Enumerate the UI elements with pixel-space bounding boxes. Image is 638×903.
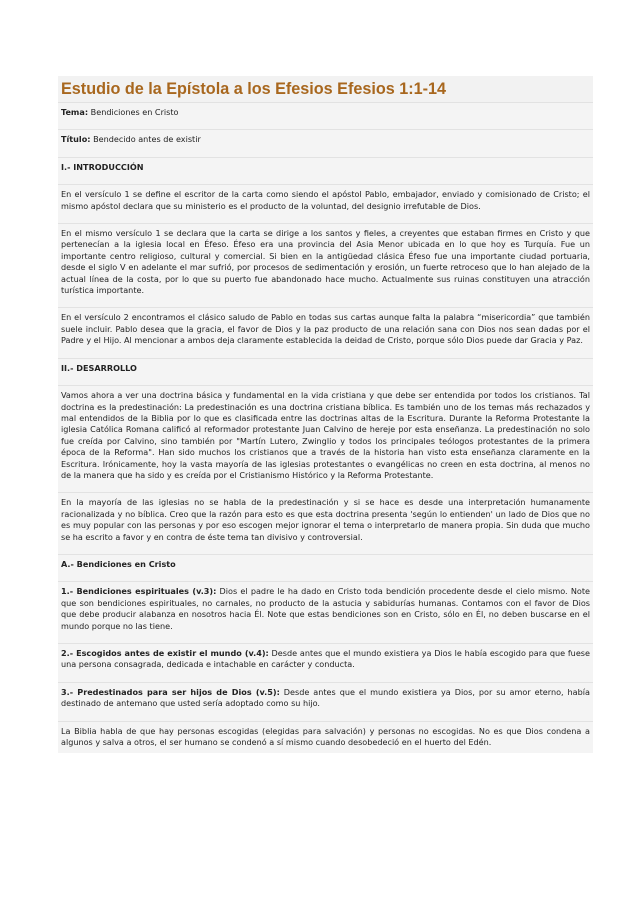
paragraph-intro-3: En el versículo 2 encontramos el clásico saludo de Pablo en todas sus cartas aunque falta la palabra “misericordia” que también suele incluir. Pablo desea que la gracia, el favor de Dios y la paz producto de una relación sana con Dios nos sean dadas por el Padre y el Hijo. Al mencionar a ambos deja claramente establecida la deidad de Cristo, porque sólo Dios puede dar Gracia y Paz. — [58, 307, 593, 351]
paragraph-blessing-1: 1.- Bendiciones espirituales (v.3): Dios el padre le ha dado en Cristo toda bendición procedente desde el cielo mismo. Note que son bendiciones espirituales, no carnales, no producto de la astucia y sabidurías humanas. Contamos con el favor de Dios que debe producir alabanza en nosotros hacia Él. Note que estas bendiciones son en Cristo, sólo en Él, no deben buscarse en el mundo porque no las tiene. — [58, 581, 593, 637]
section-heading-bendiciones: A.- Bendiciones en Cristo — [58, 554, 593, 575]
paragraph-blessing-3: 3.- Predestinados para ser hijos de Dios (v.5): Desde antes que el mundo existiera ya Dios, por su amor eterno, había destinado de antemano que usted sería adoptado como su hijo. — [58, 682, 593, 715]
topic-line — [58, 102, 593, 123]
subtitle-line — [58, 129, 593, 150]
paragraph-final: La Biblia habla de que hay personas escogidas (elegidas para salvación) y personas no escogidas. No es que Dios condena a algunos y salva a otros, el ser humano se condenó a sí mismo cuando desobedeció en el huerto del Edén. — [58, 721, 593, 754]
paragraph-blessing-2: 2.- Escogidos antes de existir el mundo (v.4): Desde antes que el mundo existiera ya Dios le había escogido para que fuese una persona consagrada, dedicada e intachable en carácter y conducta. — [58, 643, 593, 676]
subtitle-value: Bendecido antes de existir — [93, 134, 201, 145]
topic-label: Tema: — [61, 107, 89, 117]
paragraph-desarrollo-1: Vamos ahora a ver una doctrina básica y fundamental en la vida cristiana y que debe ser entendida por todos los cristianos. Tal doctrina es la predestinación: La predestinación es una doctrina cristiana bíblica. Es también uno de los temas más rechazados y mal entendidos de la Biblia por lo que es clasificada entre las doctrinas altas de la Escritura. Durante la Reforma Protestante la iglesia Católica Romana calificó al reformador protestante Juan Calvino de hereje por esta enseñanza. La predestinación no solo fue creída por Calvino, sino también por "Martín Lutero, Zwinglio y todos los principales teólogos protestantes de la primera época de la Reforma". Han sido muchos los cristianos que a través de la historia han visto esta enseñanza claramente en la Escritura. Irónicamente, hoy la vasta mayoría de las iglesias protestantes o evangélicas no creen en esta doctrina, al menos no de la manera que ha sido y es creída por el Cristianismo Histórico y la Reforma Protestante. — [58, 385, 593, 486]
topic-value: Bendiciones en Cristo — [90, 107, 179, 117]
blessing-1-label: 1.- Bendiciones espirituales (v.3): — [61, 586, 217, 597]
document-body — [58, 76, 593, 753]
section-heading-desarrollo: II.- DESARROLLO — [58, 358, 593, 379]
subtitle-label: Título: — [61, 134, 91, 145]
paragraph-desarrollo-2: En la mayoría de las iglesias no se habla de la predestinación y si se hace es desde una interpretación humanamente racionalizada y no bíblica. Creo que la razón para esto es que esta doctrina presenta 'según lo entienden' un lado de Dios que no es muy popular con las personas y por eso escogen mejor ignorar el tema o interpretarlo de manera propia. Sin duda que mucho se ha escrito a favor y en contra de éste tema tan divisivo y controversial. — [58, 492, 593, 548]
paragraph-intro-1: En el versículo 1 se define el escritor de la carta como siendo el apóstol Pablo, embajador, enviado y comisionado de Cristo; el mismo apóstol declara que su ministerio es el producto de la voluntad, del designio irrefutable de Dios. — [58, 184, 593, 217]
blessing-2-label: 2.- Escogidos antes de existir el mundo (v.4): — [61, 648, 269, 658]
blessing-3-label: 3.- Predestinados para ser hijos de Dios (v.5): — [61, 686, 280, 697]
section-heading-intro: I.- INTRODUCCIÓN — [58, 157, 593, 178]
document-title: Estudio de la Epístola a los Efesios Efesios 1:1-14 — [58, 76, 593, 102]
paragraph-intro-2: En el mismo versículo 1 se declara que la carta se dirige a los santos y fieles, a creyentes que estaban firmes en Cristo y que pertenecían a la iglesia local en Éfeso. Éfeso era una provincia del Asia Menor ubicada en lo que hoy es Turquía. Fue un importante centro religioso, cultural y comercial. Si bien en la antigüedad clásica Éfeso fue una importante ciudad portuaria, desde el siglo V en adelante el mar sufrió, por procesos de sedimentación y erosión, un fuerte retroceso que lo han alejado de la actual línea de la costa, por lo que su puerto fue abandonado hace mucho. Actualmente sus ruinas constituyen una atracción turística importante. — [58, 223, 593, 301]
